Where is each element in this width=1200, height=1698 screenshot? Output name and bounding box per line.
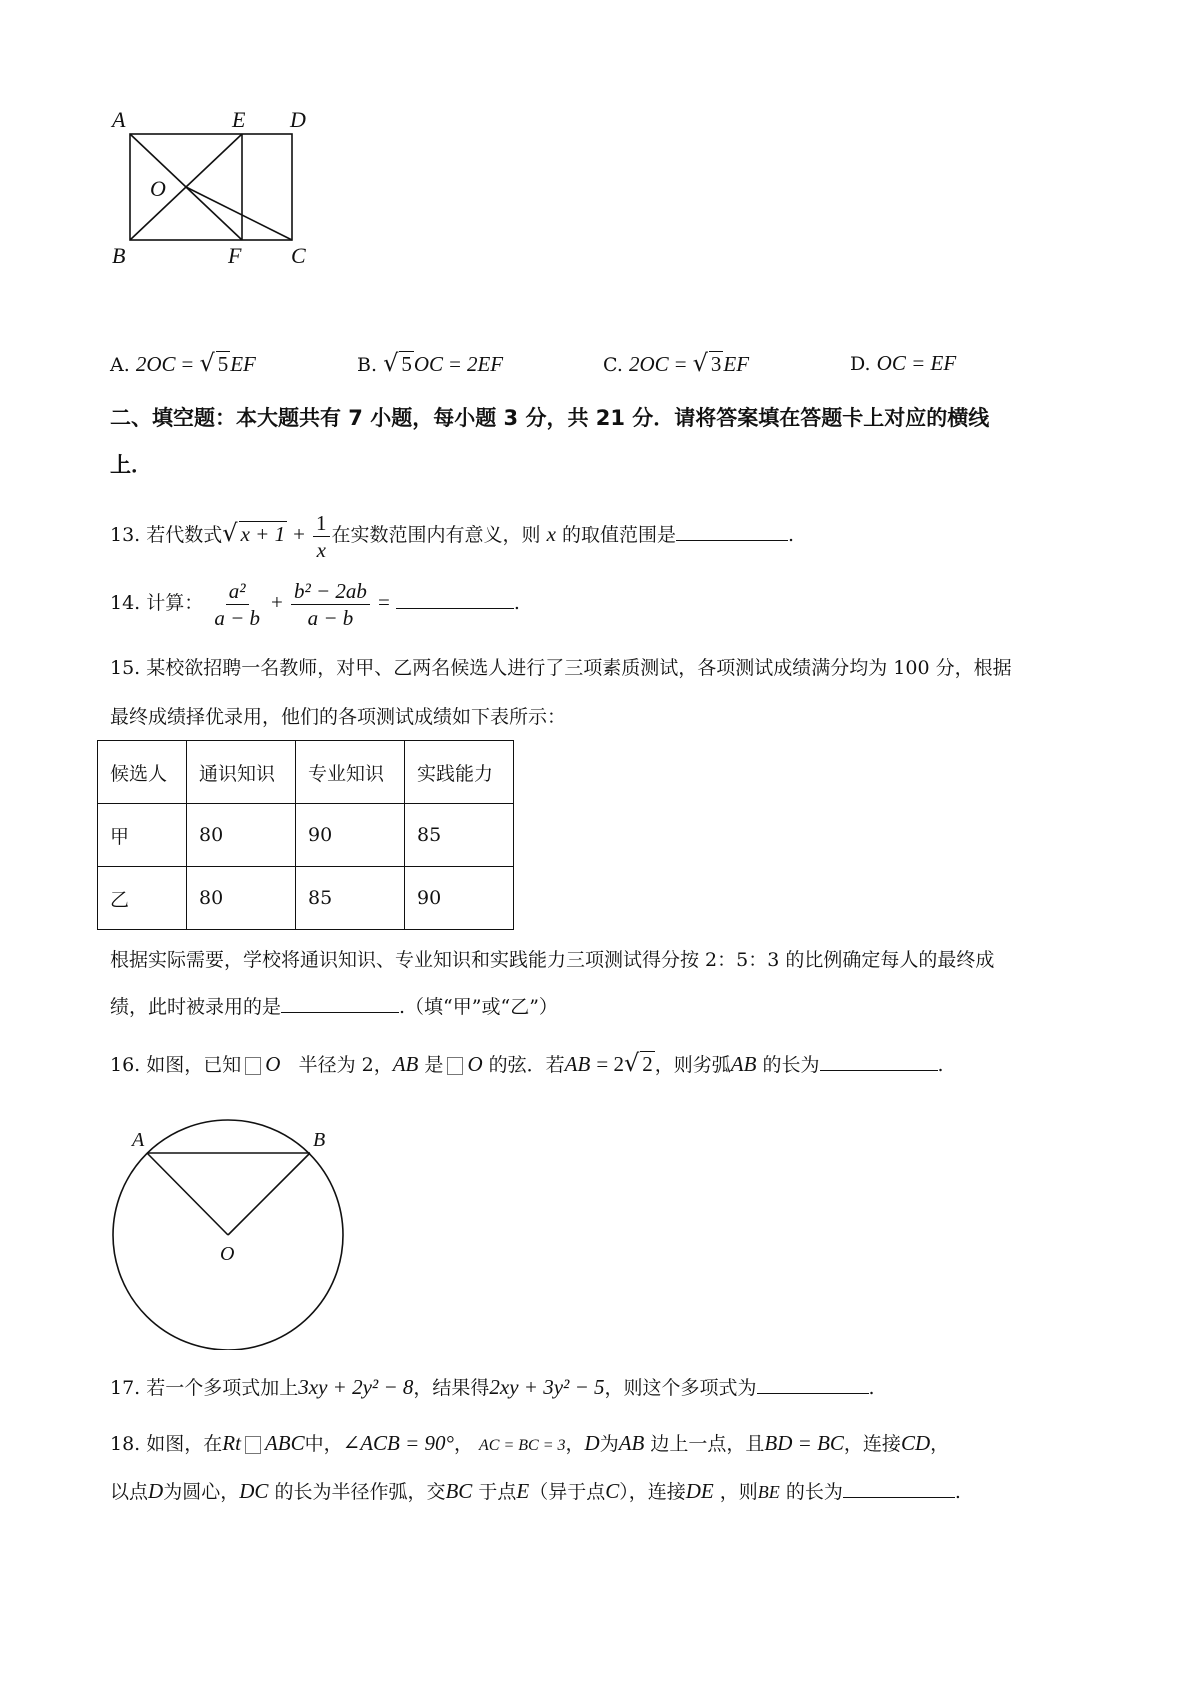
label-c: C (291, 243, 306, 268)
label-b: B (112, 243, 126, 268)
option-d-expr: OC = EF (876, 351, 957, 375)
q16-ab1: AB (392, 1052, 419, 1076)
q18-l2-f: ，则 (719, 1481, 758, 1503)
radical-sign: √ (199, 349, 215, 377)
q15-line3: 根据实际需要，学校将通识知识、专业知识和实践能力三项测试得分按 2：5：3 的比例确定每人的最终成 (110, 949, 995, 971)
table-row (98, 867, 514, 930)
q17-expr1: 3xy + 2y² − 8 (298, 1375, 414, 1399)
radius-ob (228, 1153, 310, 1235)
answer-blank[interactable] (757, 1375, 869, 1394)
q16-o1: O (265, 1052, 281, 1076)
q17-mid: ，结果得 (413, 1377, 490, 1399)
question-18-line2 (110, 1476, 961, 1507)
option-c-eq: = (674, 352, 687, 376)
q18-angle: ∠ACB = 90° (342, 1431, 454, 1455)
radical-sign: √ (692, 349, 708, 377)
q15-line4 (110, 992, 558, 1022)
circle-symbol-placeholder (447, 1057, 463, 1075)
table-cell: 80 (187, 867, 296, 930)
label-a: A (132, 1129, 145, 1151)
q14-end: . (513, 592, 520, 614)
q18-l2-d: （异于点 (529, 1481, 606, 1503)
q18-bdbc: BD = BC (764, 1431, 844, 1455)
q18-l1-c: 为 (599, 1433, 619, 1455)
label-f: F (228, 243, 242, 268)
label-o: O (220, 1243, 235, 1265)
q18-dc: DC (239, 1479, 269, 1503)
option-b-lhs: OC (413, 352, 444, 376)
option-b-label: B. (357, 354, 378, 376)
table-header-cell: 候选人 (98, 741, 187, 804)
segment-oc (186, 187, 292, 240)
question-17 (110, 1372, 875, 1403)
q16-t2: 半径为 2， (298, 1054, 393, 1076)
option-d[interactable] (850, 348, 956, 379)
option-b-eq: = (449, 352, 461, 376)
q14-f1-den: a − b (214, 605, 260, 630)
radical-sign: √ (383, 349, 399, 377)
q14-fraction-1 (211, 579, 263, 630)
option-b-root: 5 (401, 352, 412, 376)
radical-sign: √ (222, 519, 238, 547)
q13-frac-num: 1 (313, 511, 330, 537)
q16-ab2: AB (564, 1052, 591, 1076)
q18-de: DE (685, 1479, 714, 1503)
q14-plus: + (271, 590, 283, 614)
q18-abc: ABC (264, 1431, 305, 1455)
q18-l2-e: ），连接 (619, 1481, 686, 1503)
table-cell: 乙 (98, 867, 187, 930)
q16-root: 2 (642, 1052, 653, 1076)
q17-pre: 若一个多项式加上 (146, 1377, 299, 1399)
question-14 (110, 570, 520, 635)
q17-number: 17. (110, 1377, 141, 1399)
triangle-symbol-placeholder (245, 1436, 261, 1454)
question-16 (110, 1048, 944, 1080)
q18-comma1: ， (453, 1433, 473, 1455)
answer-blank[interactable] (676, 522, 788, 541)
option-d-label: D. (850, 353, 871, 375)
q18-d1: D (584, 1431, 600, 1455)
figure-circle-diagram (100, 1110, 350, 1350)
option-a-lhs: 2OC (135, 352, 176, 376)
q13-number: 13. (110, 524, 141, 546)
option-a-rhs: EF (230, 352, 256, 376)
answer-blank[interactable] (843, 1479, 955, 1498)
q18-l1-e: ，连接 (843, 1433, 901, 1455)
q16-t3: 是 (424, 1054, 444, 1076)
q16-end: . (937, 1054, 944, 1076)
q15-line2: 最终成绩择优录用，他们的各项测试成绩如下表所示： (110, 706, 567, 728)
option-c[interactable] (603, 348, 749, 380)
table-cell: 80 (187, 804, 296, 867)
q13-pre: 若代数式 (146, 524, 223, 546)
q16-t4: 的弦．若 (488, 1054, 565, 1076)
q14-eq: = (377, 590, 390, 614)
q18-rt: Rt (222, 1431, 241, 1455)
q13-fraction (313, 511, 330, 562)
q18-acbc: AC = BC = 3 (479, 1437, 566, 1454)
q13-radicand: x + 1 (240, 522, 286, 546)
q14-f1-num: a² (226, 579, 249, 605)
q14-f2-num: b² − 2ab (291, 579, 370, 605)
q16-number: 16. (110, 1054, 141, 1076)
radius-oa (147, 1153, 228, 1235)
q17-end: . (868, 1377, 875, 1399)
table-cell: 甲 (98, 804, 187, 867)
q18-e: E (516, 1479, 530, 1503)
q18-c: C (605, 1479, 620, 1503)
section-heading-line2: 上． (110, 453, 152, 477)
q18-end: . (954, 1481, 961, 1503)
q18-l1-b: ， (565, 1433, 585, 1455)
label-o: O (150, 176, 166, 201)
q18-l2-a: 为圆心， (163, 1481, 240, 1503)
q15-line4-post: .（填“甲”或“乙”） (399, 996, 558, 1018)
q13-plus: + (293, 522, 305, 546)
label-b: B (313, 1129, 326, 1151)
q18-l2-g: 的长为 (785, 1481, 843, 1503)
figure-rectangle-diagram (100, 100, 330, 280)
q17-post: ，则这个多项式为 (604, 1377, 757, 1399)
q18-l1-d: 边上一点，且 (650, 1433, 765, 1455)
option-c-root: 3 (710, 352, 722, 376)
q16-t5: ，则劣弧 (654, 1054, 731, 1076)
q13-end: . (787, 524, 795, 546)
option-b[interactable] (357, 348, 503, 380)
radical-sign: √ (623, 1049, 640, 1077)
option-b-rhs: 2EF (466, 352, 504, 376)
q13-frac-den: x (316, 537, 326, 562)
label-e: E (232, 107, 246, 132)
option-c-lhs: 2OC (628, 352, 669, 376)
option-c-label: C. (603, 354, 623, 376)
answer-blank[interactable] (281, 994, 399, 1013)
q18-l1-a: 中， (304, 1433, 343, 1455)
option-a[interactable] (110, 348, 256, 380)
question-13 (110, 503, 794, 565)
table-header-row (98, 741, 514, 804)
circle-symbol-placeholder (245, 1057, 261, 1075)
option-a-label: A. (110, 354, 130, 376)
q18-be: BE (757, 1482, 780, 1502)
label-d: D (290, 107, 306, 132)
q18-d2: D (148, 1479, 164, 1503)
q16-o2: O (467, 1052, 483, 1076)
option-a-eq: = (181, 352, 194, 376)
q15-line1: 15. 某校欲招聘一名教师，对甲、乙两名候选人进行了三项素质测试，各项测试成绩满分均为 100 分，根据 (110, 657, 1012, 679)
q16-t6: 的长为 (762, 1054, 820, 1076)
q18-l1-pre: 18. 如图，在 (110, 1433, 223, 1455)
q13-post: 的取值范围是 (561, 524, 676, 546)
table-header-cell: 专业知识 (296, 741, 405, 804)
q14-number: 14. (110, 592, 141, 614)
table-cell: 90 (405, 867, 514, 930)
option-a-root: 5 (217, 352, 229, 376)
q18-l2-b: 的长为半径作弧，交 (274, 1481, 446, 1503)
q18-cd: CD (900, 1431, 931, 1455)
question-18-line1 (110, 1428, 949, 1461)
q18-bc: BC (445, 1479, 473, 1503)
score-table (97, 740, 514, 930)
section-heading-line1: 二、填空题：本大题共有 7 小题，每小题 3 分，共 21 分．请将答案填在答题卡上对应的横线 (110, 406, 990, 430)
answer-blank[interactable] (820, 1052, 938, 1071)
table-row (98, 804, 514, 867)
table-header-cell: 实践能力 (405, 741, 514, 804)
q18-l2-pre: 以点 (110, 1481, 149, 1503)
q16-pre: 如图，已知 (146, 1054, 242, 1076)
table-header-cell: 通识知识 (187, 741, 296, 804)
q14-f2-den: a − b (307, 605, 354, 630)
option-c-rhs: EF (723, 352, 750, 376)
q13-mid: 在实数范围内有意义，则 (331, 524, 541, 546)
table-cell: 85 (296, 867, 405, 930)
table-cell: 90 (296, 804, 405, 867)
answer-blank[interactable] (396, 590, 514, 609)
q15-line4-pre: 绩，此时被录用的是 (110, 996, 282, 1018)
q14-fraction-2 (291, 579, 370, 630)
q16-ab3: AB (730, 1052, 757, 1076)
q14-pre: 计算： (146, 592, 204, 614)
q13-var: x (546, 522, 556, 546)
table-cell: 85 (405, 804, 514, 867)
q18-l2-c: 于点 (478, 1481, 517, 1503)
label-a: A (112, 107, 126, 132)
q17-expr2: 2xy + 3y² − 5 (489, 1375, 605, 1399)
q16-eq: = 2 (596, 1052, 624, 1076)
q18-ab: AB (618, 1431, 645, 1455)
q18-l1-f: ， (930, 1433, 950, 1455)
